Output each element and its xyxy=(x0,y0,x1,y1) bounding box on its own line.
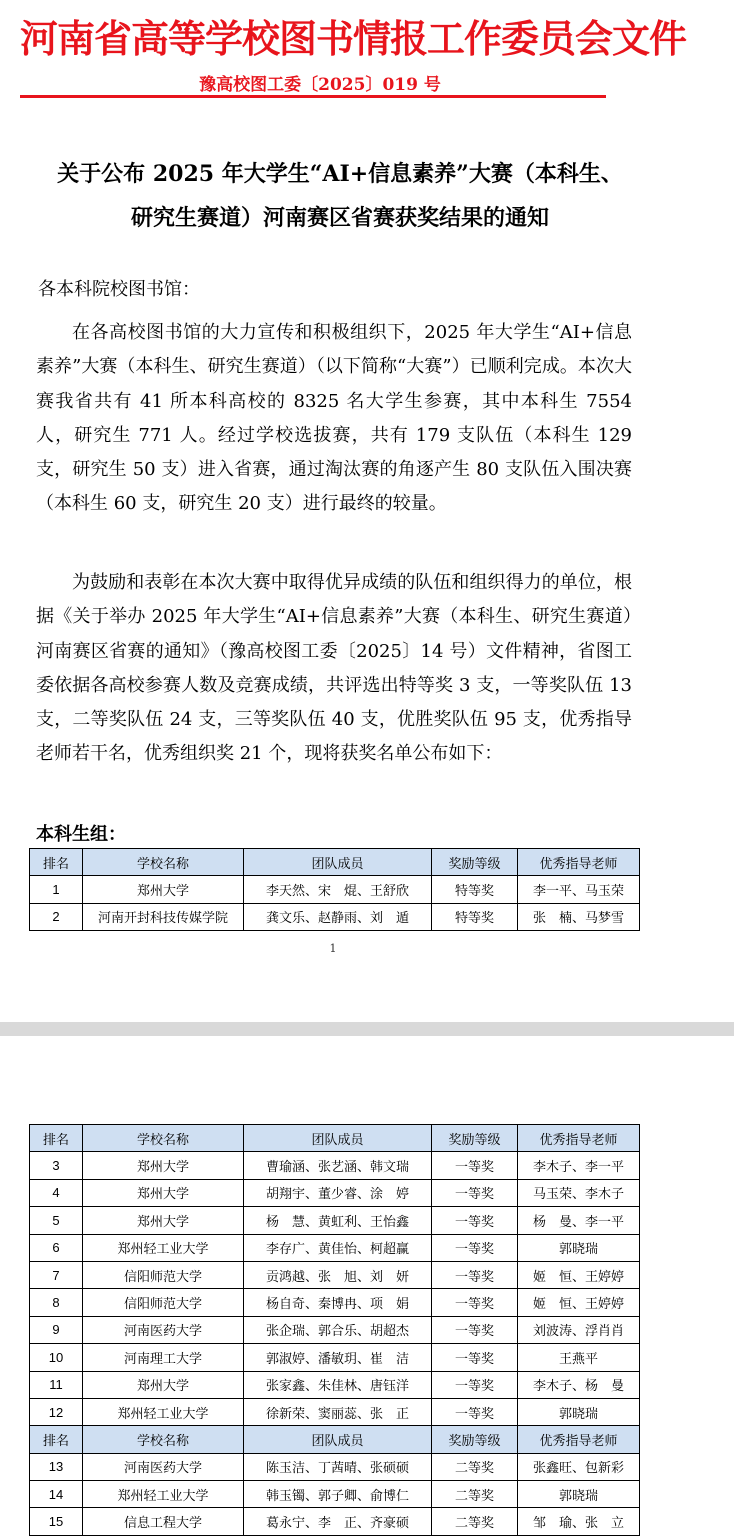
body-paragraph-2: 为鼓励和表彰在本次大赛中取得优异成绩的队伍和组织得力的单位，根据《关于举办 2025 年大学生“AI+信息素养”大赛（本科生、研究生赛道）河南赛区省赛的通知》（豫高校图工委〔2025〕14 号）文件精神，省图工委依据各高校参赛人数及竞赛成绩，共评选出特等奖 3 支，一等奖队伍 13 支，二等奖队伍 24 支，三等奖队伍 40 支，优胜奖队伍 95 支，优秀指导老师若干名，优秀组织奖 21 个，现将获奖名单公布如下： xyxy=(36,572,632,765)
table-row xyxy=(30,1234,640,1261)
advisor-cell: 邹 瑜、张 立 xyxy=(518,1508,640,1535)
team-members-cell: 龚文乐、赵静雨、刘 遁 xyxy=(244,903,432,930)
column-header-school: 学校名称 xyxy=(83,1125,244,1152)
column-header-award-level: 奖励等级 xyxy=(432,849,518,876)
notice-title xyxy=(30,152,650,240)
school-cell: 郑州大学 xyxy=(83,1371,244,1398)
table-header-row xyxy=(30,1426,640,1453)
table-row xyxy=(30,1481,640,1508)
school-cell: 河南理工大学 xyxy=(83,1344,244,1371)
school-cell: 郑州轻工业大学 xyxy=(83,1234,244,1261)
column-header-award-level: 奖励等级 xyxy=(432,1426,518,1453)
column-header-team-members: 团队成员 xyxy=(244,849,432,876)
column-header-advisor: 优秀指导老师 xyxy=(518,1426,640,1453)
rank-cell: 7 xyxy=(30,1261,83,1288)
team-members-cell: 徐新荣、窦丽蕊、张 正 xyxy=(244,1398,432,1425)
team-members-cell: 杨自奇、秦博冉、项 娟 xyxy=(244,1289,432,1316)
awards-table-page-2 xyxy=(29,1124,640,1536)
advisor-cell: 郭晓瑞 xyxy=(518,1234,640,1261)
team-members-cell: 胡翔宇、董少睿、涂 婷 xyxy=(244,1179,432,1206)
award-level-cell: 一等奖 xyxy=(432,1371,518,1398)
table-row xyxy=(30,903,640,930)
rank-cell: 1 xyxy=(30,876,83,903)
document-number: 豫高校图工委〔2025〕019 号 xyxy=(199,75,441,95)
team-members-cell: 贡鸿越、张 旭、刘 妍 xyxy=(244,1261,432,1288)
school-cell: 河南开封科技传媒学院 xyxy=(83,903,244,930)
column-header-team-members: 团队成员 xyxy=(244,1125,432,1152)
award-level-cell: 一等奖 xyxy=(432,1179,518,1206)
column-header-rank: 排名 xyxy=(30,849,83,876)
award-level-cell: 一等奖 xyxy=(432,1289,518,1316)
org-header-title: 河南省高等学校图书情报工作委员会文件 xyxy=(20,16,687,61)
table-row xyxy=(30,1371,640,1398)
rank-cell: 15 xyxy=(30,1508,83,1535)
school-cell: 郑州大学 xyxy=(83,1152,244,1179)
notice-title-line-1: 关于公布 2025 年大学生“AI+信息素养”大赛（本科生、 xyxy=(57,161,623,187)
team-members-cell: 陈玉洁、丁茜晴、张硕硕 xyxy=(244,1453,432,1480)
advisor-cell: 刘波涛、浮肖肖 xyxy=(518,1316,640,1343)
advisor-cell: 李一平、马玉荣 xyxy=(518,876,640,903)
rank-cell: 12 xyxy=(30,1398,83,1425)
table-header-row xyxy=(30,1125,640,1152)
column-header-team-members: 团队成员 xyxy=(244,1426,432,1453)
award-level-cell: 一等奖 xyxy=(432,1344,518,1371)
table-row xyxy=(30,876,640,903)
table-row xyxy=(30,1344,640,1371)
school-cell: 郑州大学 xyxy=(83,876,244,903)
team-members-cell: 李天然、宋 焜、王舒欣 xyxy=(244,876,432,903)
body-paragraph-1: 在各高校图书馆的大力宣传和积极组织下，2025 年大学生“AI+信息素养”大赛（本科生、研究生赛道）（以下简称“大赛”）已顺利完成。本次大赛我省共有 41 所本科高校的 8325 名大学生参赛，其中本科生 7554 人，研究生 771 人。经过学校选拔赛，共有 179 支队伍（本科生 129 支，研究生 50 支）进入省赛，通过淘汰赛的角逐产生 80 支队伍入围决赛（本科生 60 支，研究生 20 支）进行最终的较量。 xyxy=(36,322,632,515)
rank-cell: 6 xyxy=(30,1234,83,1261)
column-header-rank: 排名 xyxy=(30,1125,83,1152)
award-level-cell: 特等奖 xyxy=(432,903,518,930)
section-heading-undergraduate: 本科生组： xyxy=(36,824,126,845)
table-row xyxy=(30,1453,640,1480)
award-level-cell: 一等奖 xyxy=(432,1152,518,1179)
rank-cell: 9 xyxy=(30,1316,83,1343)
table-row xyxy=(30,1316,640,1343)
school-cell: 郑州大学 xyxy=(83,1179,244,1206)
award-level-cell: 一等奖 xyxy=(432,1316,518,1343)
advisor-cell: 张鑫旺、包新彩 xyxy=(518,1453,640,1480)
table-header-row xyxy=(30,849,640,876)
school-cell: 信阳师范大学 xyxy=(83,1261,244,1288)
column-header-advisor: 优秀指导老师 xyxy=(518,1125,640,1152)
notice-title-line-2: 研究生赛道）河南赛区省赛获奖结果的通知 xyxy=(130,205,549,231)
rank-cell: 13 xyxy=(30,1453,83,1480)
advisor-cell: 李木子、李一平 xyxy=(518,1152,640,1179)
advisor-cell: 姬 恒、王婷婷 xyxy=(518,1289,640,1316)
rank-cell: 3 xyxy=(30,1152,83,1179)
team-members-cell: 韩玉镯、郭子卿、俞博仁 xyxy=(244,1481,432,1508)
school-cell: 郑州轻工业大学 xyxy=(83,1481,244,1508)
award-level-cell: 二等奖 xyxy=(432,1508,518,1535)
award-level-cell: 一等奖 xyxy=(432,1234,518,1261)
school-cell: 信息工程大学 xyxy=(83,1508,244,1535)
advisor-cell: 杨 曼、李一平 xyxy=(518,1207,640,1234)
table-row xyxy=(30,1261,640,1288)
team-members-cell: 杨 慧、黄虹利、王怡鑫 xyxy=(244,1207,432,1234)
school-cell: 郑州轻工业大学 xyxy=(83,1398,244,1425)
award-level-cell: 一等奖 xyxy=(432,1261,518,1288)
school-cell: 信阳师范大学 xyxy=(83,1289,244,1316)
salutation: 各本科院校图书馆： xyxy=(38,279,200,300)
red-divider-line xyxy=(20,95,606,98)
rank-cell: 10 xyxy=(30,1344,83,1371)
rank-cell: 4 xyxy=(30,1179,83,1206)
team-members-cell: 葛永宁、李 正、齐豪硕 xyxy=(244,1508,432,1535)
advisor-cell: 姬 恒、王婷婷 xyxy=(518,1261,640,1288)
page-number: 1 xyxy=(329,942,337,955)
column-header-advisor: 优秀指导老师 xyxy=(518,849,640,876)
rank-cell: 14 xyxy=(30,1481,83,1508)
table-row xyxy=(30,1289,640,1316)
advisor-cell: 张 楠、马梦雪 xyxy=(518,903,640,930)
rank-cell: 8 xyxy=(30,1289,83,1316)
school-cell: 河南医药大学 xyxy=(83,1316,244,1343)
school-cell: 河南医药大学 xyxy=(83,1453,244,1480)
team-members-cell: 曹瑜涵、张艺涵、韩文瑞 xyxy=(244,1152,432,1179)
rank-cell: 5 xyxy=(30,1207,83,1234)
column-header-school: 学校名称 xyxy=(83,1426,244,1453)
advisor-cell: 马玉荣、李木子 xyxy=(518,1179,640,1206)
award-level-cell: 一等奖 xyxy=(432,1398,518,1425)
awards-table-page-1 xyxy=(29,848,640,931)
table-row xyxy=(30,1152,640,1179)
table-row xyxy=(30,1508,640,1535)
column-header-rank: 排名 xyxy=(30,1426,83,1453)
award-level-cell: 二等奖 xyxy=(432,1453,518,1480)
rank-cell: 11 xyxy=(30,1371,83,1398)
table-row xyxy=(30,1179,640,1206)
advisor-cell: 王燕平 xyxy=(518,1344,640,1371)
team-members-cell: 张家鑫、朱佳林、唐钰洋 xyxy=(244,1371,432,1398)
school-cell: 郑州大学 xyxy=(83,1207,244,1234)
award-level-cell: 一等奖 xyxy=(432,1207,518,1234)
rank-cell: 2 xyxy=(30,903,83,930)
award-level-cell: 二等奖 xyxy=(432,1481,518,1508)
table-row xyxy=(30,1398,640,1425)
column-header-award-level: 奖励等级 xyxy=(432,1125,518,1152)
page-separator xyxy=(0,1022,734,1036)
team-members-cell: 李存广、黄佳怡、柯超赢 xyxy=(244,1234,432,1261)
column-header-school: 学校名称 xyxy=(83,849,244,876)
team-members-cell: 张企瑞、郭合乐、胡超杰 xyxy=(244,1316,432,1343)
advisor-cell: 郭晓瑞 xyxy=(518,1481,640,1508)
advisor-cell: 李木子、杨 曼 xyxy=(518,1371,640,1398)
team-members-cell: 郭淑婷、潘敏玥、崔 洁 xyxy=(244,1344,432,1371)
advisor-cell: 郭晓瑞 xyxy=(518,1398,640,1425)
award-level-cell: 特等奖 xyxy=(432,876,518,903)
table-row xyxy=(30,1207,640,1234)
